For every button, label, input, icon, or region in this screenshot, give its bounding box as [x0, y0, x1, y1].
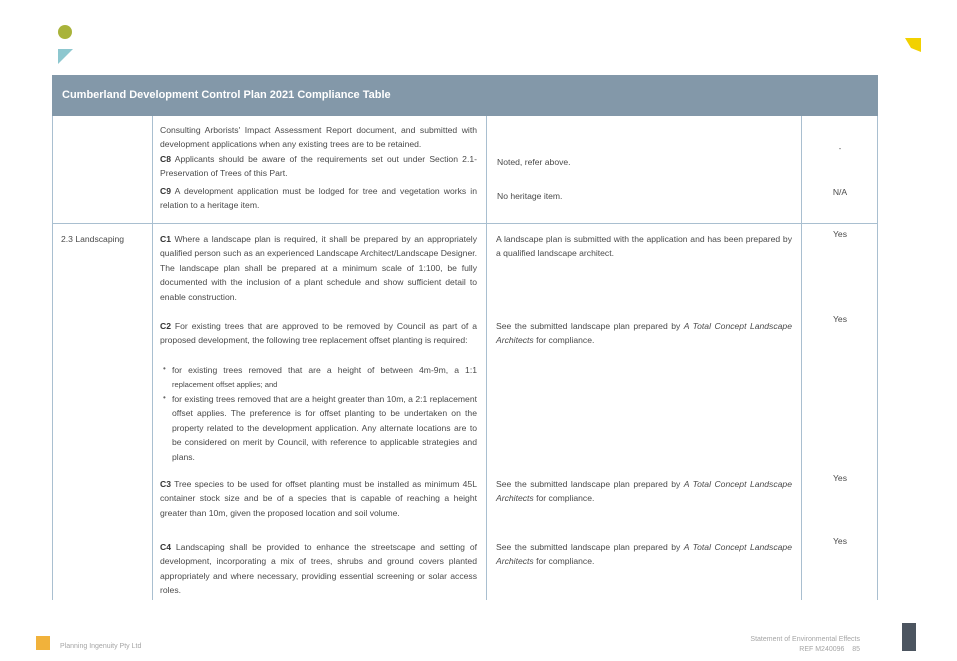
green-dot-logo-mark: [58, 25, 72, 39]
c8-label: C8: [160, 154, 171, 164]
footer-ref-line: [750, 645, 860, 655]
c8-requirement: [160, 152, 477, 181]
c1-response: A landscape plan is submitted with the application and has been prepared by a qualified landscape architect.: [496, 234, 792, 259]
c2-requirement: [160, 319, 477, 348]
c3-status: Yes: [832, 473, 848, 483]
c8-response: Noted, refer above.: [497, 157, 571, 167]
c3-text: Tree species to be used for offset planting must be installed as minimum 45L container stock size and be of a species that is capable of reaching a height greater than 10m, given the proposed location and soil volume.: [160, 479, 477, 518]
c1-requirement: [160, 232, 477, 304]
c2-text: For existing trees that are approved to be removed by Council as part of a proposed development, the following tree replacement offset planting is required:: [160, 321, 477, 346]
c2-bullet-2: for existing trees removed that are a height greater than 10m, a 2:1 replacement offset applies. The preference is for offset planting to be undertaken on the property related to the development application. Any alternate locations are to be considered on merit by Council, with reference to applicable strategies and plans.: [172, 394, 477, 462]
c8-status: -: [838, 144, 842, 153]
c2-response-firm: A Total Concept Landscape Architects: [496, 321, 792, 346]
c4-response-pre: See the submitted landscape plan prepared by: [496, 542, 684, 552]
c2-response-post: for compliance.: [533, 335, 595, 346]
c1-label: C1: [160, 234, 171, 244]
c4-status: Yes: [832, 536, 848, 546]
c3-response: [496, 477, 792, 506]
c4-text: Landscaping shall be provided to enhance the streetscape and setting of development, incorporating a mix of trees, shrubs and ground covers planted appropriately and where necessary, providing essential screening or solar access roles.: [160, 542, 477, 596]
c1-text: Where a landscape plan is required, it shall be prepared by an appropriately qualified person such as an experienced Landscape Architect/Landscape Designer. The landscape plan shall be prepared at a minimum scale of 1:100, be fully documented with the inclusion of a plant schedule and show sufficient detail to enable construction.: [160, 234, 477, 302]
c7-continuation-text: Consulting Arborists' Impact Assessment Report document, and submitted with development applications when any existing trees are to be retained.: [160, 125, 477, 150]
c2-bullet-1: for existing trees removed that are a height of between 4m-9m, a 1:1: [172, 365, 477, 375]
c8-text: Applicants should be aware of the requirements set out under Section 2.1- Preservation of Trees of this Part.: [160, 154, 477, 179]
c3-label: C3: [160, 479, 171, 489]
teal-triangle-logo-mark: [58, 49, 73, 64]
footer-doc-title: Statement of Environmental Effects: [750, 636, 860, 643]
c4-response-post: for compliance.: [533, 556, 595, 567]
col-divider-1: [152, 116, 153, 600]
c4-label: C4: [160, 542, 171, 552]
table-title: Cumberland Development Control Plan 2021 Compliance Table: [62, 89, 391, 101]
c2-response: [496, 319, 792, 348]
c2-response-pre: See the submitted landscape plan prepared by: [496, 321, 684, 331]
c4-response: [496, 540, 792, 569]
bullet-icon: •: [163, 393, 166, 402]
table-header: [52, 75, 878, 116]
orange-square-logo-mark: [36, 636, 50, 650]
c2-bullet-1-cont: replacement offset applies; and: [172, 380, 278, 389]
row-divider: [52, 223, 878, 224]
c9-label: C9: [160, 186, 171, 196]
bullet-icon: •: [163, 364, 166, 373]
c9-response: No heritage item.: [497, 191, 563, 201]
dark-page-block: [902, 623, 916, 651]
c4-requirement: [160, 540, 477, 598]
c2-label: C2: [160, 321, 171, 331]
footer-doc-info: [750, 635, 860, 654]
compliance-table: [52, 75, 878, 600]
col-divider-2: [486, 116, 487, 600]
c9-requirement: [160, 184, 477, 213]
c9-status: N/A: [832, 187, 848, 197]
c2-status: Yes: [832, 314, 848, 324]
table-border-left: [52, 116, 53, 600]
c9-text: A development application must be lodged for tree and vegetation works in relation to a heritage item.: [160, 186, 477, 211]
c1-status: Yes: [832, 229, 848, 239]
footer-page-number: 85: [852, 645, 860, 653]
footer-company: Planning Ingenuity Pty Ltd: [60, 643, 142, 650]
c3-response-pre: See the submitted landscape plan prepared by: [496, 479, 684, 489]
c3-requirement: [160, 477, 477, 520]
c3-response-post: for compliance.: [533, 493, 595, 504]
section-label: 2.3 Landscaping: [61, 234, 125, 244]
footer-ref: REF M240096: [799, 645, 845, 653]
c4-response-firm: A Total Concept Landscape Architects: [496, 542, 792, 567]
c3-response-firm: A Total Concept Landscape Architects: [496, 479, 792, 504]
yellow-corner-mark: [905, 38, 921, 52]
